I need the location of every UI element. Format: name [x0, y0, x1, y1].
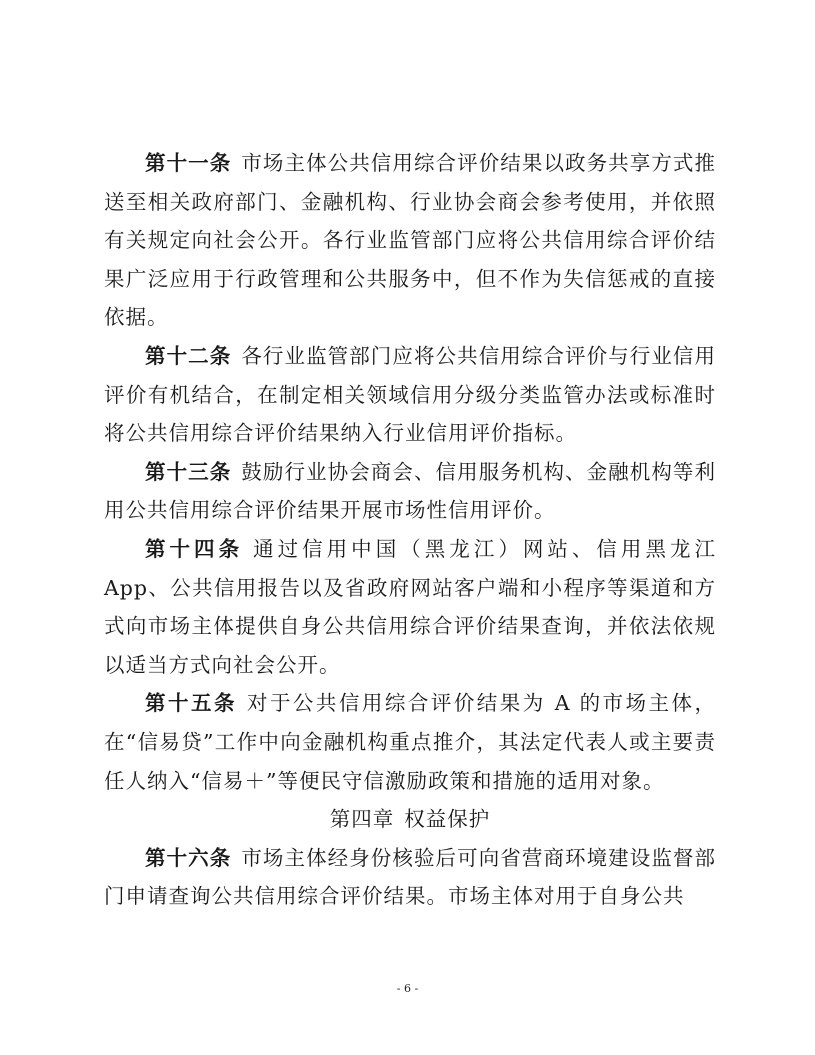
article-number: 第十二条	[145, 343, 232, 368]
article-text: 市场主体经身份核验后可向省营商环境建设监督部门申请查询公共信用综合评价结果。市场主体对用于自身公共	[104, 845, 717, 909]
chapter-number: 第四章	[329, 807, 395, 832]
article-number: 第十五条	[145, 691, 237, 716]
article-12	[104, 337, 716, 453]
article-number: 第十四条	[145, 536, 244, 561]
article-13	[104, 453, 716, 530]
article-number: 第十三条	[145, 459, 232, 484]
article-text: 通过信用中国（黑龙江）网站、信用黑龙江 App、公共信用报告以及省政府网站客户端和小程序等渠道和方式向市场主体提供自身公共信用综合评价结果查询，并依法依规以适当方式向社会公开。	[104, 536, 717, 677]
chapter-heading	[104, 800, 716, 839]
article-text: 各行业监管部门应将公共信用综合评价与行业信用评价有机结合，在制定相关领域信用分级分类监管办法或标准时将公共信用综合评价结果纳入行业信用评价指标。	[104, 343, 717, 446]
article-number: 第十六条	[145, 845, 232, 870]
article-text: 鼓励行业协会商会、信用服务机构、金融机构等利用公共信用综合评价结果开展市场性信用评价。	[104, 459, 717, 523]
article-11	[104, 144, 716, 337]
article-16	[104, 839, 716, 916]
article-15	[104, 684, 716, 800]
article-text: 对于公共信用综合评价结果为 A 的市场主体，在“信易贷”工作中向金融机构重点推介，其法定代表人或主要责任人纳入“信易＋”等便民守信激励政策和措施的适用对象。	[104, 691, 717, 793]
chapter-title: 权益保护	[404, 807, 491, 832]
article-text: 市场主体公共信用综合评价结果以政务共享方式推送至相关政府部门、金融机构、行业协会商会参考使用，并依照有关规定向社会公开。各行业监管部门应将公共信用综合评价结果广泛应用于行政管理和公共服务中，但不作为失信惩戒的直接依据。	[104, 151, 717, 330]
article-14	[104, 530, 716, 684]
document-body	[104, 144, 716, 916]
page-number: - 6 -	[396, 982, 419, 995]
article-number: 第十一条	[145, 151, 232, 175]
